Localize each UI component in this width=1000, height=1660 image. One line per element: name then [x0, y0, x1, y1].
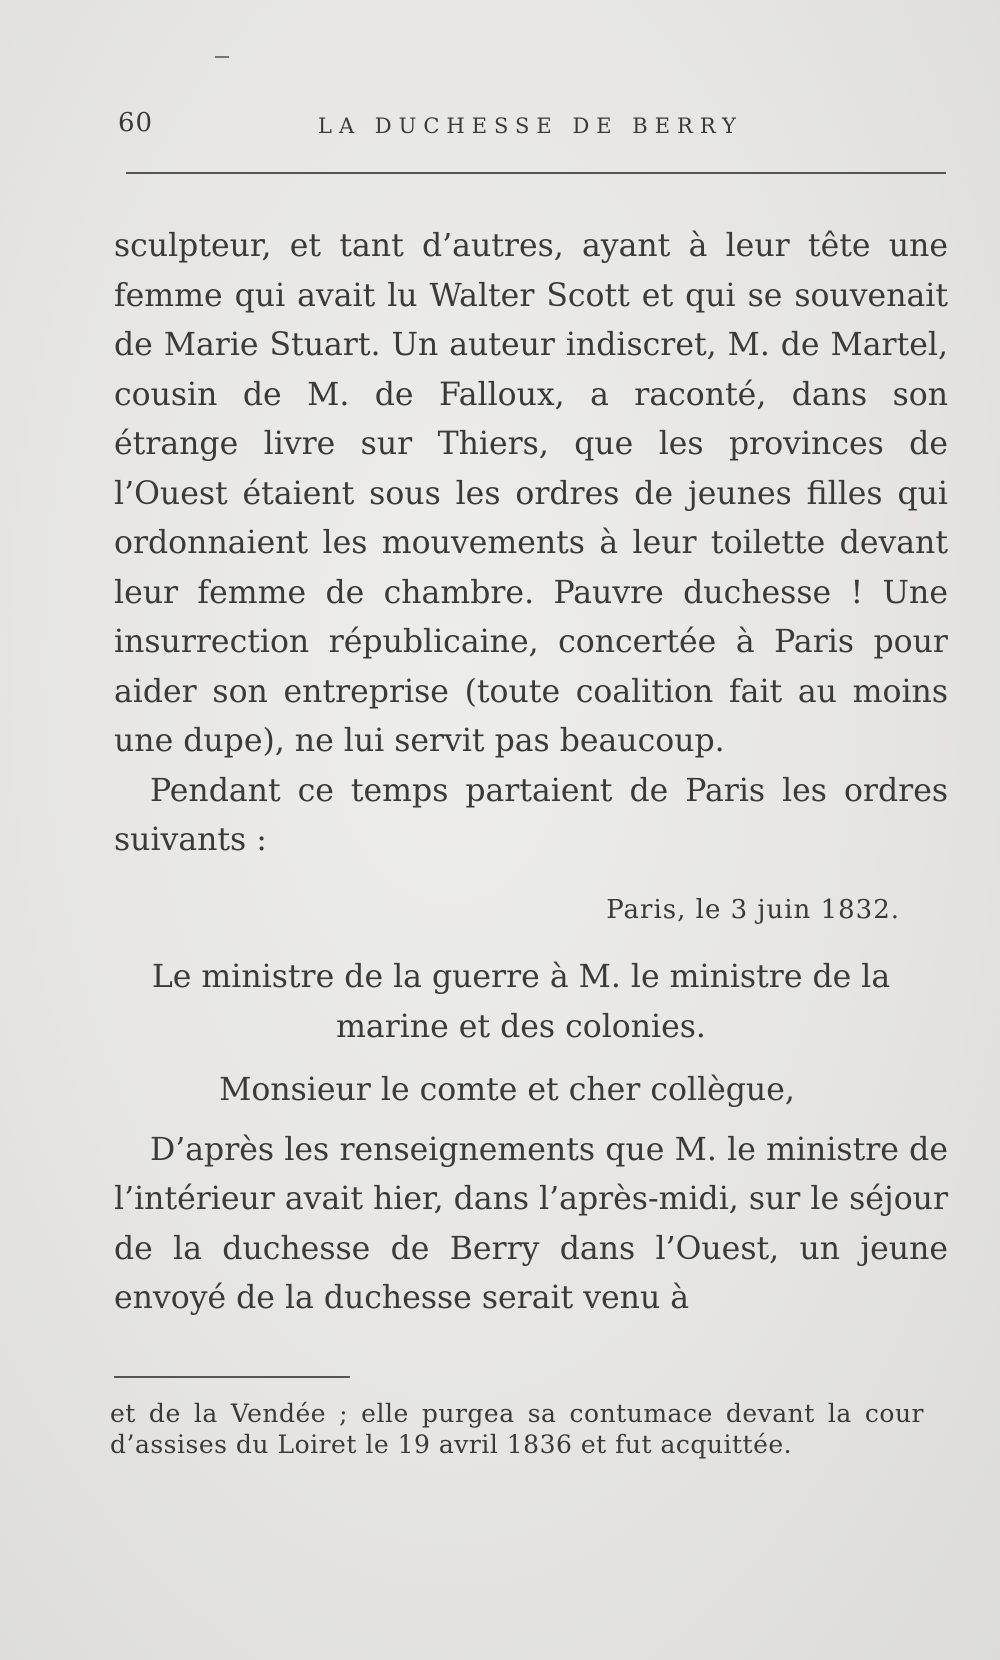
footnote: et de la Vendée ; elle purgea sa contumace devant la cour d’assises du Loiret le 19 avril 1836 et fut acquittée.	[110, 1399, 924, 1459]
letter-address: Le ministre de la guerre à M. le ministre de la marine et des colonies.	[151, 959, 891, 1045]
print-speck	[215, 56, 229, 58]
main-text	[114, 222, 948, 1324]
letter-salutation: Monsieur le comte et cher collègue,	[219, 1072, 795, 1108]
paragraph: Pendant ce temps partaient de Paris les ordres suivants :	[114, 772, 948, 858]
footnote-rule	[114, 1376, 350, 1378]
page-number: 60	[118, 108, 154, 138]
paragraph: sculpteur, et tant d’autres, ayant à leur tête une femme qui avait lu Walter Scott et qui se souvenait de Marie Stuart. Un auteur indiscret, M. de Martel, cousin de M. de Falloux, a raconté, dans son étrange livre sur Thiers, que les provinces de l’Ouest étaient sous les ordres de jeunes filles qui ordonnaient les mouvements à leur toilette devant leur femme de chambre. Pauvre duchesse ! Une insurrection républicaine, concertée à Paris pour aider son entreprise (toute coalition fait au moins une dupe), ne lui servit pas beaucoup.	[114, 228, 948, 759]
page-header	[118, 108, 948, 148]
header-rule	[126, 172, 946, 174]
letter-dateline: Paris, le 3 juin 1832.	[606, 894, 900, 925]
running-title: LA DUCHESSE DE BERRY	[318, 114, 743, 138]
paragraph: D’après les renseignements que M. le ministre de l’intérieur avait hier, dans l’après-midi, sur le séjour de la duchesse de Berry dans l’Ouest, un jeune envoyé de la duchesse serait venu à	[114, 1131, 948, 1316]
